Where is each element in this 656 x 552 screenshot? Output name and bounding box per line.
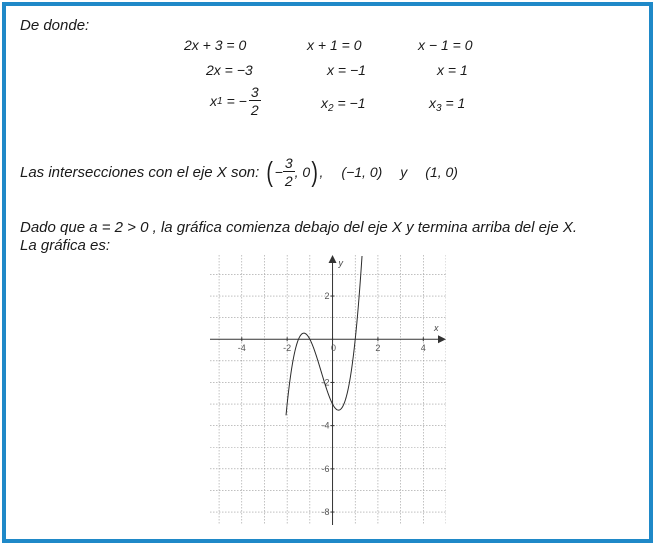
point-1-frac-num: 3 [284,155,293,171]
conjunction: y [400,164,408,180]
eq3-sol-var: x [429,95,436,111]
x-tick-label: -4 [237,343,246,354]
point-1-fraction [283,156,295,188]
eq3-line2: x = 1 [437,62,468,78]
eq1-frac-num: 3 [250,84,259,100]
y-axis-arrow-icon [329,255,337,263]
point-2: (−1, 0) [341,164,383,180]
eq1-line2: 2x = −3 [206,62,253,78]
eq2-sol-rest: = −1 [337,95,366,111]
eq2-sol-sub: 2 [328,103,334,114]
x-axis-label: x [434,323,439,334]
y-tick-label: -6 [321,463,330,474]
eq3-sol-sub: 3 [436,103,442,114]
point-1-frac-den: 2 [284,173,293,189]
eq1-solution [210,85,261,117]
x-axis-arrow-icon [438,335,446,343]
conclusion-line-1: Dado que a = 2 > 0 , la gráfica comienza debajo del eje X y termina arriba del eje X. [20,219,577,236]
eq1-frac-den: 2 [250,102,259,118]
x-tick-label: 2 [375,343,381,354]
paren-left-icon: ( [266,156,274,187]
eq2-sol-var: x [321,95,328,111]
point-1-sign: − [274,164,283,180]
point-3: (1, 0) [425,164,458,180]
eq1-fraction [249,85,261,117]
point-1 [265,156,319,188]
eq2-solution [321,95,365,114]
intersections-line: Las intersecciones con el eje X son: ( − $\frac{3}{2}$ , 0 ) , (−1, 0) y (1, 0) [20,155,458,189]
x-tick-label: -2 [283,343,292,354]
eq2-line2: x = −1 [327,62,366,78]
y-tick-label: -2 [321,377,330,388]
y-axis-label: y [338,258,344,268]
eq1-sol-sub: 1 [217,95,223,107]
eq1-sol-var: x [210,93,217,109]
eq1-sol-eq: = − [226,93,247,109]
conclusion-line-2: La gráfica es: [20,237,111,254]
y-tick-label: -4 [321,420,330,431]
function-graph [210,255,446,525]
eq2-line1: x + 1 = 0 [307,37,362,53]
eq3-line1: x − 1 = 0 [418,37,473,53]
x-tick-label: 4 [420,343,426,354]
paren-right-icon: ) [311,156,319,187]
eq1-line1: 2x + 3 = 0 [184,37,247,53]
intersections-label: Las intersecciones con el eje X son: [20,163,260,181]
x-tick-label: 0 [331,343,337,354]
cubic-curve [286,256,362,415]
eq3-solution [429,95,465,114]
point-1-rest: , 0 [294,164,311,180]
y-tick-label: 2 [324,291,330,302]
heading: De donde: [20,17,90,34]
y-tick-label: -8 [321,507,330,518]
tick-labels [238,258,439,517]
eq3-sol-rest: = 1 [445,95,466,111]
